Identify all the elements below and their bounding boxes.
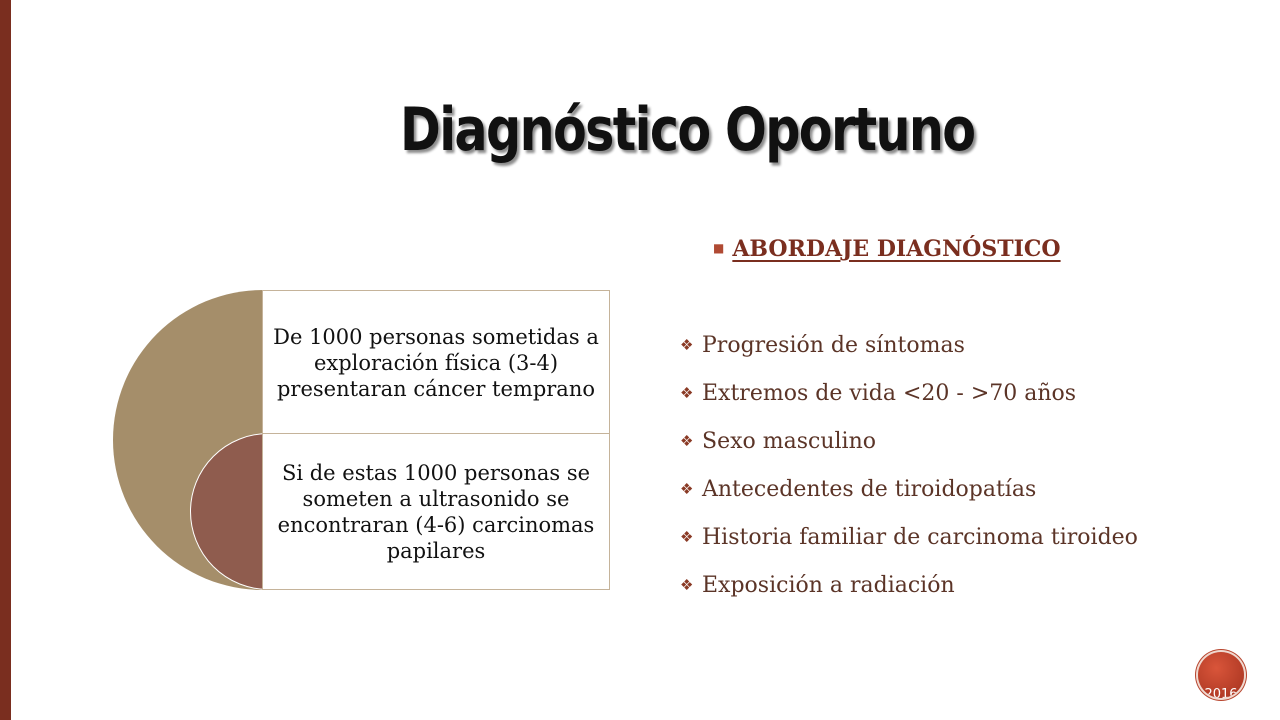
diamond-bullet-icon: ❖ (680, 384, 694, 402)
list-item: ❖ Progresión de síntomas (680, 330, 1150, 361)
list-item: ❖ Historia familiar de carcinoma tiroideo (680, 522, 1150, 553)
diamond-bullet-icon: ❖ (680, 336, 694, 354)
left-accent-bar (0, 0, 11, 720)
section-heading (713, 236, 1061, 262)
page-number: 2016 (1204, 687, 1238, 698)
slide-title: Diagnóstico Oportuno (400, 95, 975, 165)
diagram-bottom-text: Si de estas 1000 personas se someten a ultrasonido se encontraran (4-6) carcinomas papilares (277, 460, 595, 563)
diagram-top-text: De 1000 personas sometidas a exploración física (3-4) presentaran cáncer temprano (273, 324, 599, 401)
diagram-box-top (262, 290, 610, 434)
list-item: ❖ Extremos de vida <20 - >70 años (680, 378, 1150, 409)
diamond-bullet-icon: ❖ (680, 528, 694, 546)
list-item: ❖ Antecedentes de tiroidopatías (680, 474, 1150, 505)
diamond-bullet-icon: ❖ (680, 432, 694, 450)
page-number-badge (1198, 652, 1244, 698)
diamond-bullet-icon: ❖ (680, 480, 694, 498)
list-item: ❖ Exposición a radiación (680, 570, 1150, 601)
diamond-bullet-icon: ❖ (680, 576, 694, 594)
diagram-box-bottom (262, 433, 610, 590)
diagnostic-criteria-list (680, 330, 1150, 618)
section-heading-text: ABORDAJE DIAGNÓSTICO (732, 236, 1061, 262)
square-bullet-icon: ■ (713, 241, 725, 255)
list-item: ❖ Sexo masculino (680, 426, 1150, 457)
